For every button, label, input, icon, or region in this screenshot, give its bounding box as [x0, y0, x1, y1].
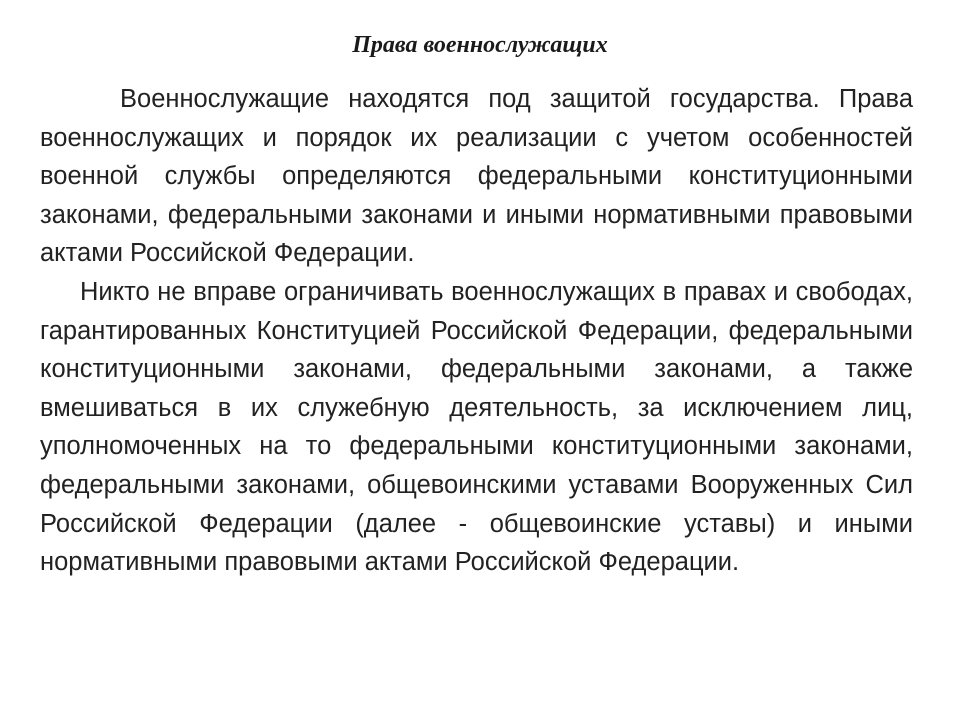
paragraph-rights-protection: Военнослужащие находятся под защитой государства. Права военнослужащих и порядок их реализации с учетом особенностей военной службы определяются федеральными конституционными законами, федеральными законами и иными нормативными правовыми актами Российской Федерации.	[40, 85, 913, 268]
paragraph-no-restriction: Никто не вправе ограничивать военнослужащих в правах и свободах, гарантированных Конституцией Российской Федерации, федеральными конституционными законами, федеральными законами, а также вмешиваться в их служебную деятельность, за исключением лиц, уполномоченных на то федеральными конституционными законами, федеральными законами, общевоинскими уставами Вооруженных Сил Российской Федерации (далее - общевоинские уставы) и иными нормативными правовыми актами Российской Федерации.	[40, 277, 913, 577]
slide-body	[40, 80, 913, 582]
slide-title: Права военнослужащих	[352, 32, 608, 58]
